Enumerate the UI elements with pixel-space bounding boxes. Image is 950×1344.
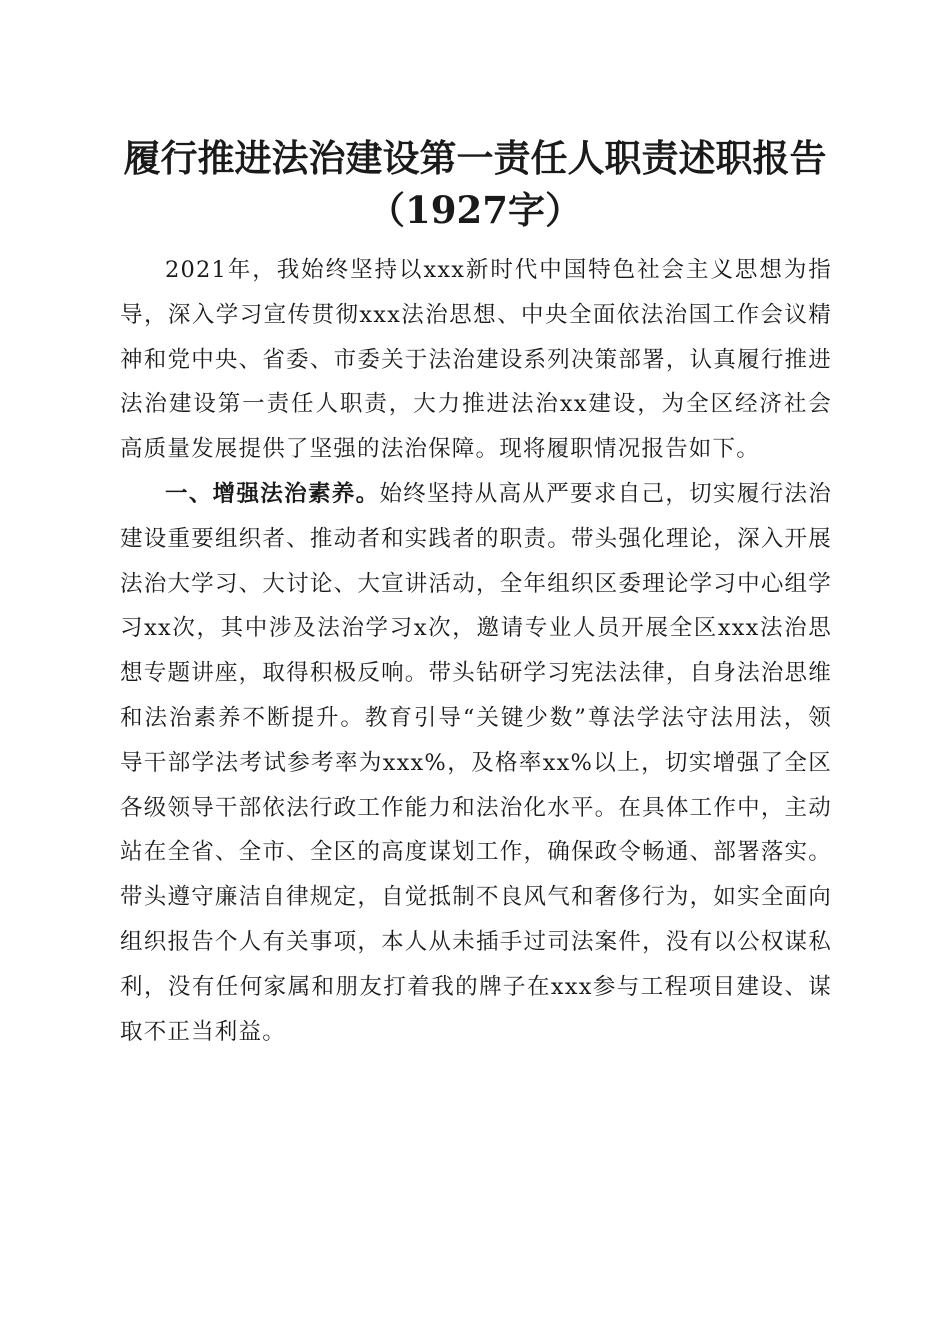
- paragraph-section-1: [120, 472, 832, 1054]
- section-1-heading: 一、增强法治素养。: [165, 480, 380, 507]
- title-line-wordcount: （1927字）: [368, 188, 582, 232]
- paragraph-intro-text: 2021年，我始终坚持以xxx新时代中国特色社会主义思想为指导，深入学习宣传贯彻xxx法治思想、中央全面依法治国工作会议精神和党中央、省委、市委关于法治建设系列决策部署，认真履行推进法治建设第一责任人职责，大力推进法治xx建设，为全区经济社会高质量发展提供了坚强的法治保障。现将履职情况报告如下。: [120, 257, 832, 463]
- document-title: [100, 132, 850, 236]
- section-1-text: 始终坚持从高从严要求自己，切实履行法治建设重要组织者、推动者和实践者的职责。带头强化理论，深入开展法治大学习、大讨论、大宣讲活动，全年组织区委理论学习中心组学习xx次，其中涉及法治学习x次，邀请专业人员开展全区xxx法治思想专题讲座，取得积极反响。带头钻研学习宪法法律，自身法治思维和法治素养不断提升。教育引导“关键少数”尊法学法守法用法，领导干部学法考试参考率为xxx%，及格率xx%以上，切实增强了全区各级领导干部依法行政工作能力和法治化水平。在具体工作中，主动站在全省、全市、全区的高度谋划工作，确保政令畅通、部署落实。带头遵守廉洁自律规定，自觉抵制不良风气和奢侈行为，如实全面向组织报告个人有关事项，本人从未插手过司法案件，没有以公权谋私利，没有任何家属和朋友打着我的牌子在xxx参与工程项目建设、谋取不正当利益。: [120, 480, 832, 1045]
- document-body: [120, 248, 832, 1054]
- paragraph-intro: [120, 248, 832, 472]
- title-line-main: 履行推进法治建设第一责任人职责述职报告: [123, 136, 827, 180]
